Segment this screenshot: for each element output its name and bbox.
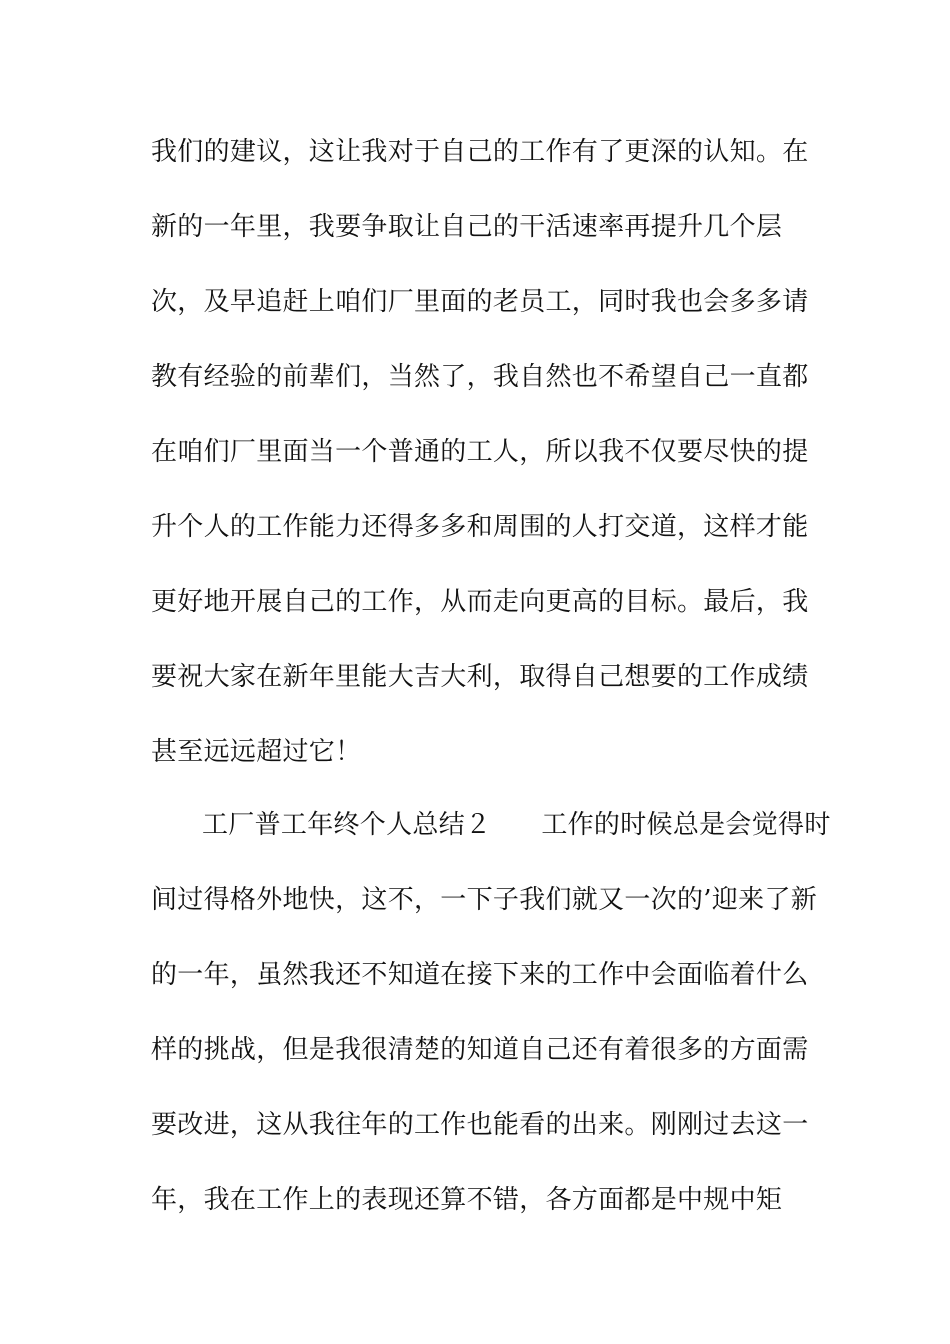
- paragraph-line: 次，及早追赶上咱们厂里面的老员工，同时我也会多多请: [151, 287, 809, 317]
- paragraph-line: 年，我在工作上的表现还算不错，各方面都是中规中矩: [151, 1185, 783, 1215]
- paragraph-line: 教有经验的前辈们，当然了，我自然也不希望自己一直都: [151, 362, 809, 392]
- paragraph-line: 升个人的工作能力还得多多和周围的人打交道，这样才能: [151, 512, 809, 542]
- paragraph-line: 间过得格外地快，这不，一下子我们就又一次的’迎来了新: [151, 885, 818, 915]
- paragraph-line: 我们的建议，这让我对于自己的工作有了更深的认知。在: [151, 137, 809, 167]
- paragraph-line: 的一年，虽然我还不知道在接下来的工作中会面临着什么: [151, 960, 809, 990]
- paragraph-line: 要祝大家在新年里能大吉大利，取得自己想要的工作成绩: [151, 662, 809, 692]
- paragraph-line: 要改进，这从我往年的工作也能看的出来。刚刚过去这一: [151, 1110, 809, 1140]
- paragraph-first-line: 工作的时候总是会觉得时: [541, 810, 831, 840]
- paragraph-line: 更好地开展自己的工作，从而走向更高的目标。最后，我: [151, 587, 809, 617]
- section-heading: 工厂普工年终个人总结２: [202, 810, 492, 840]
- paragraph-line: 甚至远远超过它！: [151, 737, 362, 767]
- paragraph-line: 新的一年里，我要争取让自己的干活速率再提升几个层: [151, 212, 783, 242]
- section-heading-line: [202, 808, 831, 842]
- paragraph-line: 样的挑战，但是我很清楚的知道自己还有着很多的方面需: [151, 1035, 809, 1065]
- paragraph-line: 在咱们厂里面当一个普通的工人，所以我不仅要尽快的提: [151, 437, 809, 467]
